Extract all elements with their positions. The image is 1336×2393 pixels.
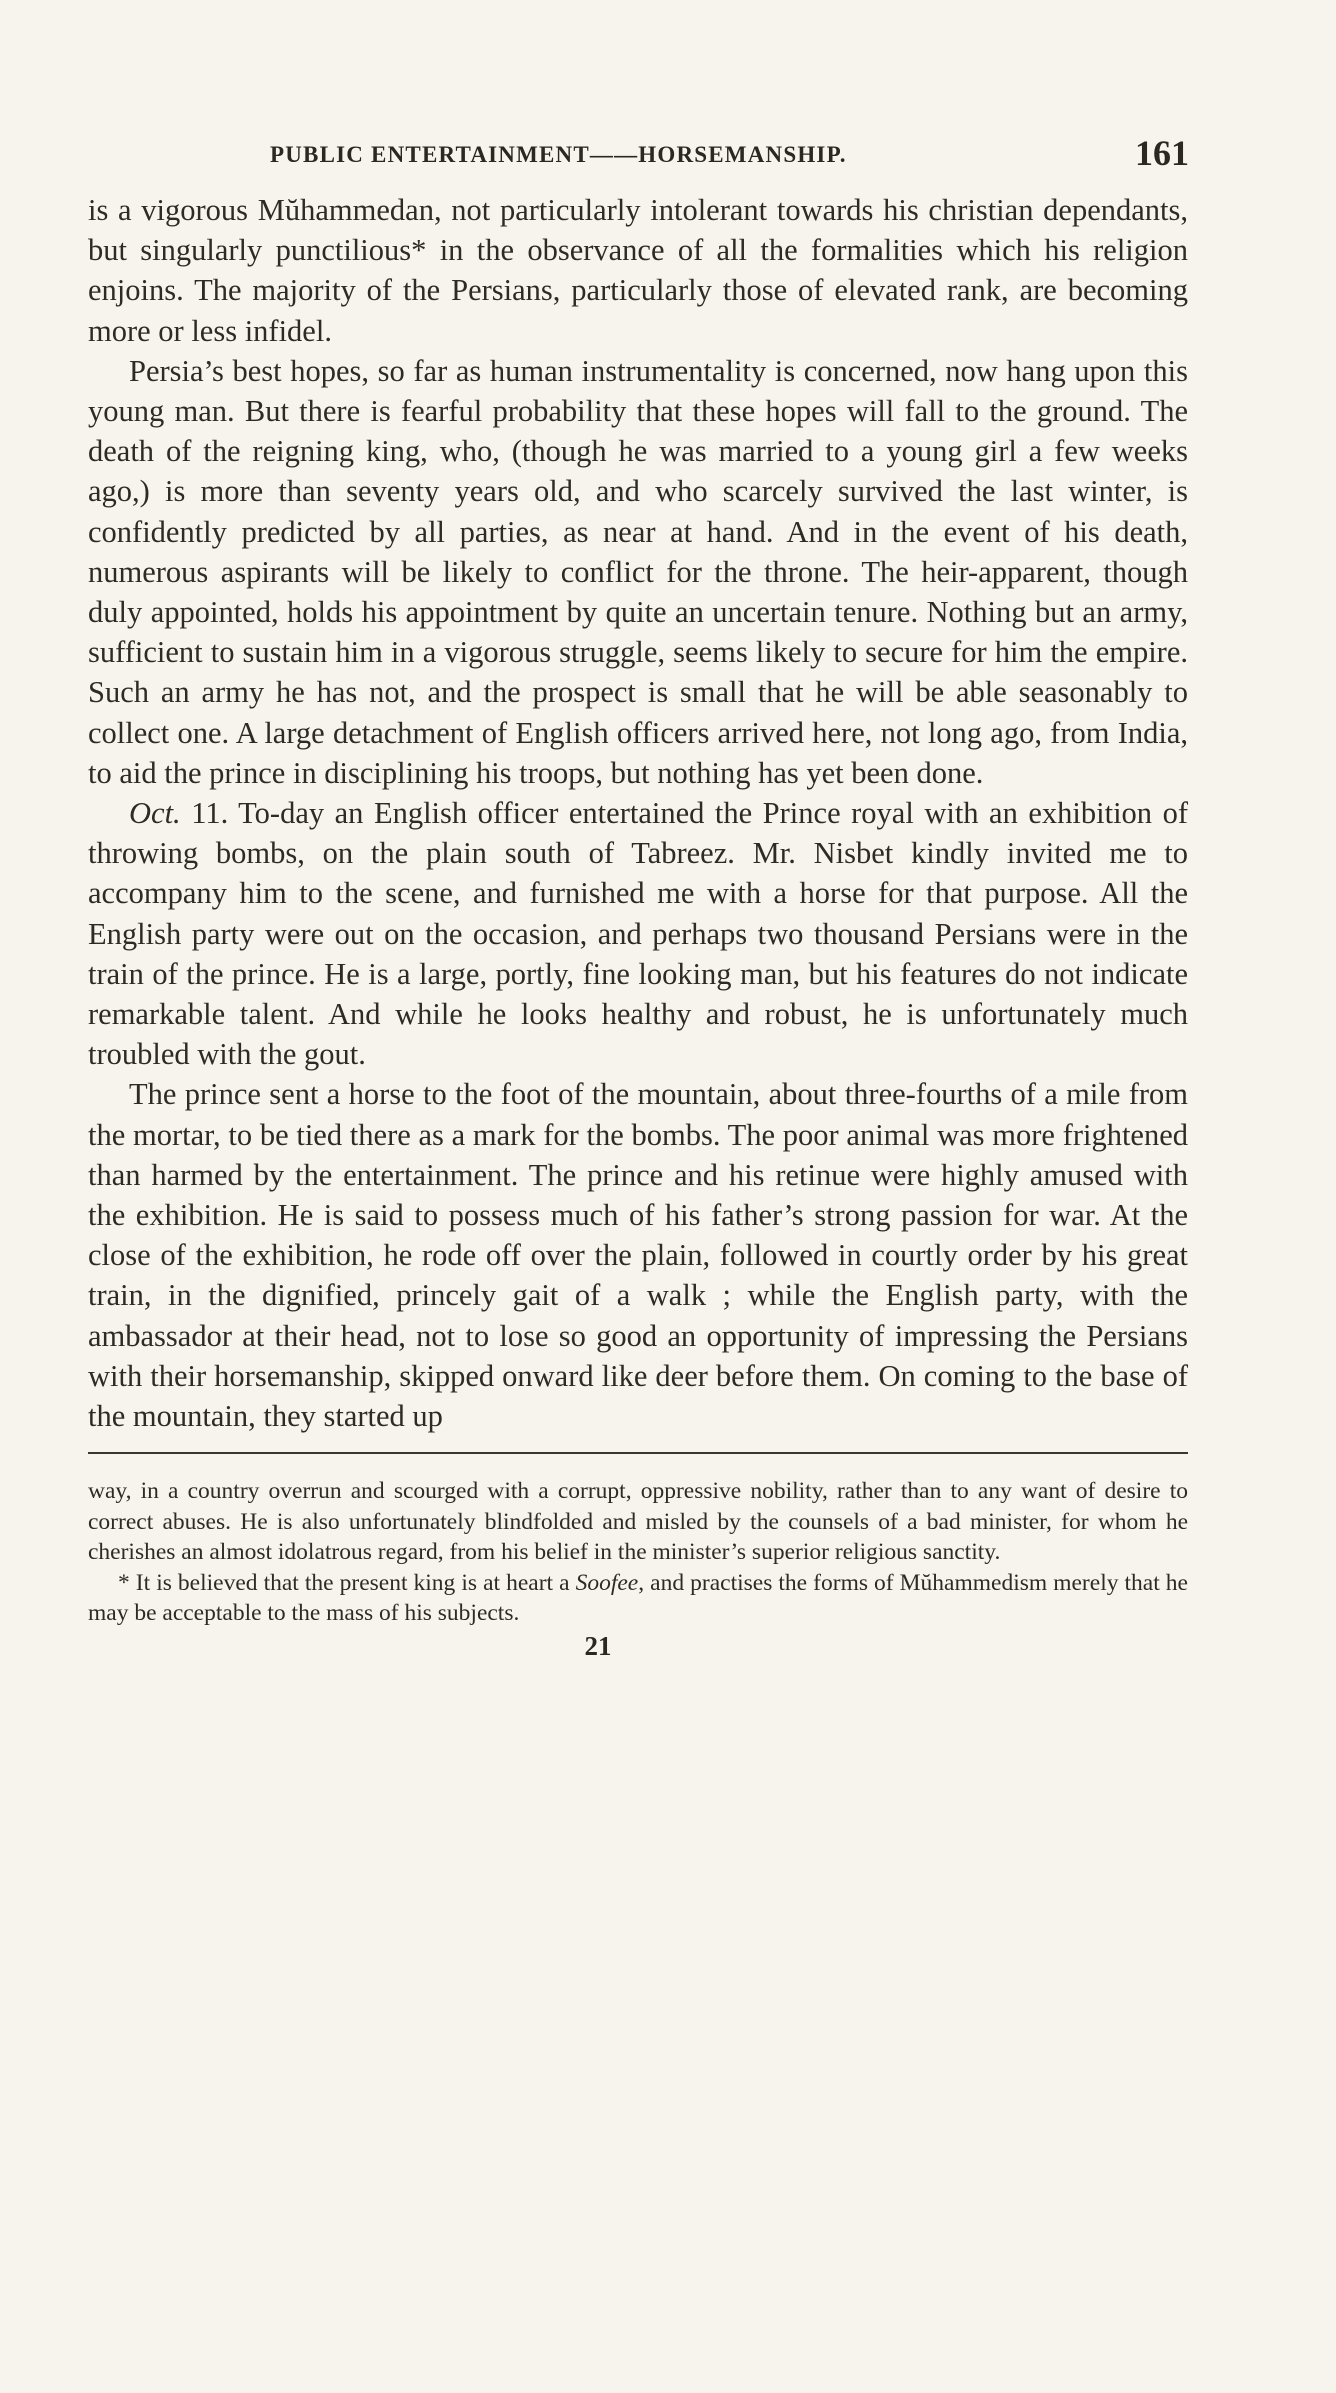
footnote-star — [88, 1568, 1188, 1629]
footnotes — [88, 1476, 1188, 1629]
footnote-rule — [88, 1452, 1188, 1454]
running-head — [88, 132, 1188, 182]
signature-mark: 21 — [584, 1630, 612, 1661]
paragraph-4: The prince sent a horse to the foot of the mountain, about three-fourths of a mile from the mortar, to be tied there as a mark for the bombs. The poor animal was more frightened than harmed by the entertainment. The prince and his retinue were highly amused with the exhibition. He is said to possess much of his father’s strong passion for war. At the close of the exhibition, he rode off over the plain, followed in courtly order by his great train, in the dignified, princely gait of a walk ; while the English party, with the ambassador at their head, not to lose so good an opportunity of impressing the Persians with their horsemanship, skipped onward like deer before them. On coming to the base of the mountain, they started up — [88, 1077, 1188, 1434]
footnote-star-prefix: * It is believed that the present king is at heart a — [118, 1569, 576, 1596]
text-column — [88, 132, 1188, 1662]
footnote-star-suffix: , and practises the forms of Mŭhammedism merely that he may be acceptable to the mass of his subjects. — [88, 1569, 1188, 1627]
page-number: 161 — [1135, 133, 1189, 173]
body-text — [88, 190, 1188, 1436]
paragraph-3-text: 11. To-day an English officer entertained the Prince royal with an exhibition of throwing bombs, on the plain south of Tabreez. Mr. Nisbet kindly invited me to accompany him to the scene, and furnished me with a horse for that purpose. All the English party were out on the occasion, and perhaps two thousand Persians were in the train of the prince. He is a large, portly, fine looking man, but his features do not indicate remarkable talent. And while he looks healthy and robust, he is unfortunately much troubled with the gout. — [88, 796, 1188, 1072]
paragraph-1: is a vigorous Mŭhammedan, not particularly intolerant towards his christian dependants, but singularly punctilious* in the observance of all the formalities which his religion enjoins. The majority of the Persians, particularly those of elevated rank, are becoming more or less infidel. — [88, 193, 1188, 348]
footnote-continued: way, in a country overrun and scourged with a corrupt, oppressive nobility, rather than to any want of desire to correct abuses. He is also unfortunately blindfolded and misled by the counsels of a bad minister, for whom he cherishes an almost idolatrous regard, from his belief in the minister’s superior religious sanctity. — [88, 1478, 1188, 1566]
running-title: PUBLIC ENTERTAINMENT——HORSEMANSHIP. — [270, 142, 847, 167]
date-label: Oct. — [129, 796, 181, 831]
paragraph-3 — [88, 793, 1188, 1074]
footnote-star-term: Soofee — [575, 1569, 639, 1596]
paragraph-2: Persia’s best hopes, so far as human instrumentality is concerned, now hang upon this young man. But there is fearful probability that these hopes will fall to the ground. The death of the reigning king, who, (though he was married to a young girl a few weeks ago,) is more than seventy years old, and who scarcely survived the last winter, is confidently predicted by all parties, as near at hand. And in the event of his death, numerous aspirants will be likely to conflict for the throne. The heir-apparent, though duly appointed, holds his appointment by quite an uncertain tenure. Nothing but an army, sufficient to sustain him in a vigorous struggle, seems likely to secure for him the empire. Such an army he has not, and the prospect is small that he will be able seasonably to collect one. A large detachment of English officers arrived here, not long ago, from India, to aid the prince in disciplining his troops, but nothing has yet been done. — [88, 353, 1188, 790]
